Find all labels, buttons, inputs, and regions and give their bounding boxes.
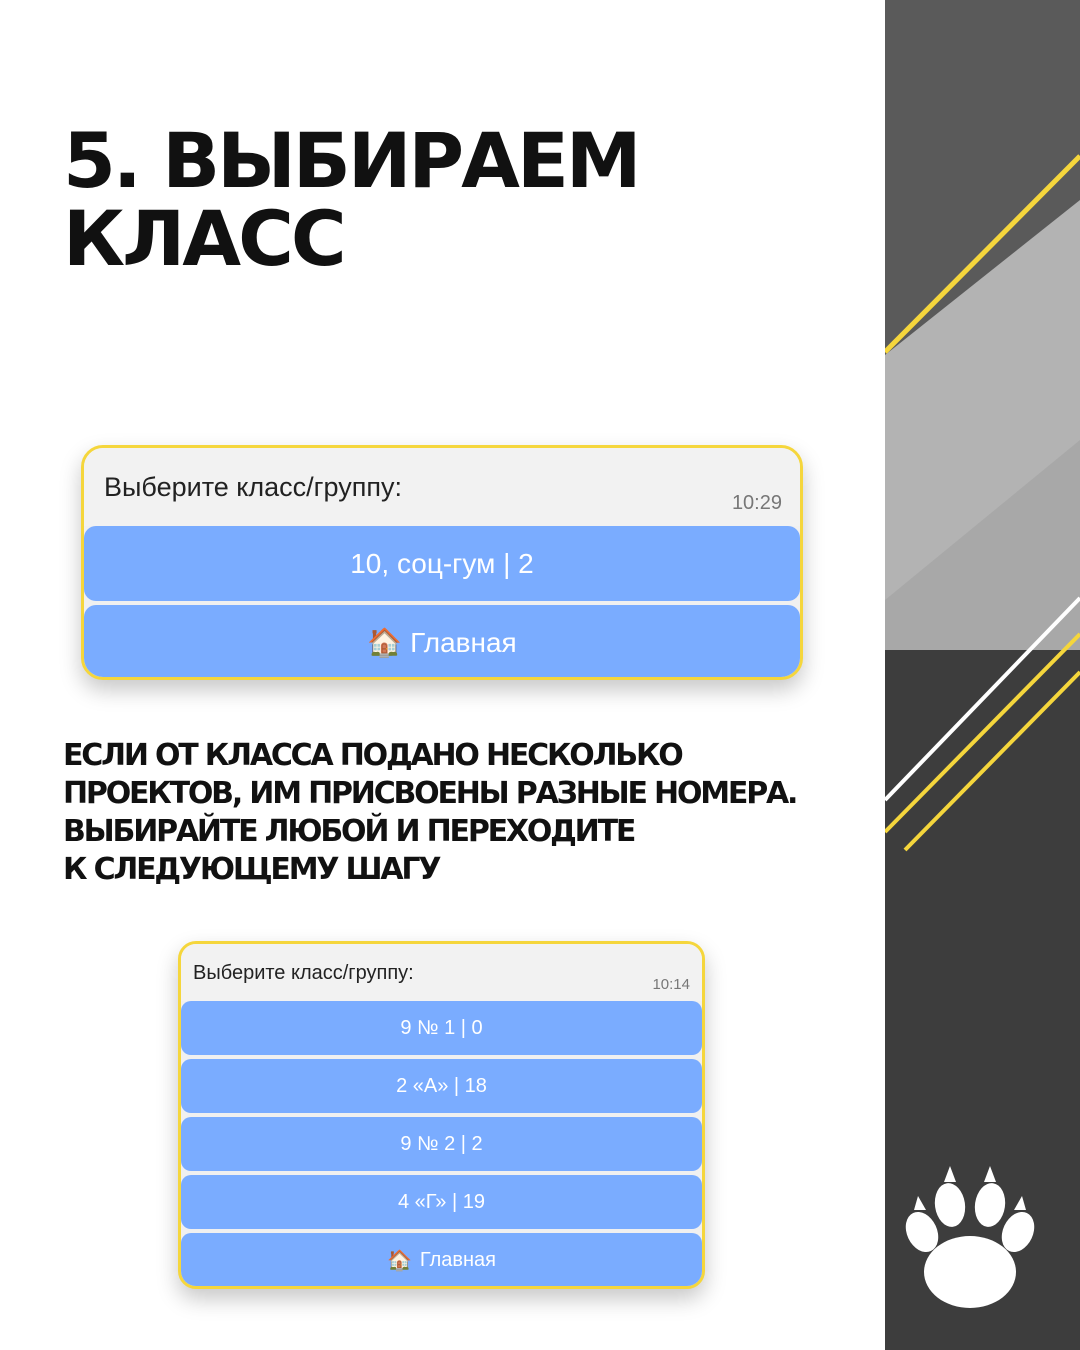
home-button[interactable] (181, 1233, 702, 1287)
button-label: 10, соц-гум | 2 (350, 547, 534, 579)
home-button[interactable] (84, 605, 800, 680)
house-icon: 🏠 (386, 1249, 412, 1272)
description-text (63, 737, 796, 889)
house-icon: 🏠 (367, 627, 403, 658)
page-title (63, 116, 639, 283)
bear-paw-icon (900, 1160, 1040, 1310)
decorative-side-panel (885, 0, 1080, 1350)
message-text: Выберите класс/группу: (104, 472, 402, 502)
bot-message (84, 448, 800, 526)
bot-message (181, 944, 702, 1001)
button-label: 9 № 1 | 0 (400, 1016, 483, 1039)
description-line: ПРОЕКТОВ, ИМ ПРИСВОЕНЫ РАЗНЫЕ НОМЕРА. (63, 776, 797, 811)
chat-keyboard-card-1 (81, 445, 803, 680)
class-option-button[interactable] (84, 526, 800, 601)
button-label: 4 «Г» | 19 (398, 1190, 485, 1213)
button-label: 2 «А» | 18 (396, 1074, 487, 1097)
message-time: 10:29 (731, 492, 782, 514)
button-label: Главная (419, 1248, 497, 1271)
message-time: 10:14 (652, 976, 690, 993)
description-line: К СЛЕДУЮЩЕМУ ШАГУ (63, 852, 440, 887)
class-option-button[interactable] (181, 1001, 702, 1055)
message-text: Выберите класс/группу: (193, 962, 414, 984)
chat-keyboard-card-2 (178, 941, 705, 1289)
button-label: Главная (410, 626, 517, 658)
description-line: ЕСЛИ ОТ КЛАССА ПОДАНО НЕСКОЛЬКО (63, 738, 682, 773)
description-line: ВЫБИРАЙТЕ ЛЮБОЙ И ПЕРЕХОДИТЕ (63, 814, 635, 849)
class-option-button[interactable] (181, 1059, 702, 1113)
class-option-button[interactable] (181, 1175, 702, 1229)
title-line: КЛАСС (63, 194, 344, 283)
class-option-button[interactable] (181, 1117, 702, 1171)
button-label: 9 № 2 | 2 (400, 1132, 483, 1155)
title-line: 5. ВЫБИРАЕМ (63, 116, 639, 205)
